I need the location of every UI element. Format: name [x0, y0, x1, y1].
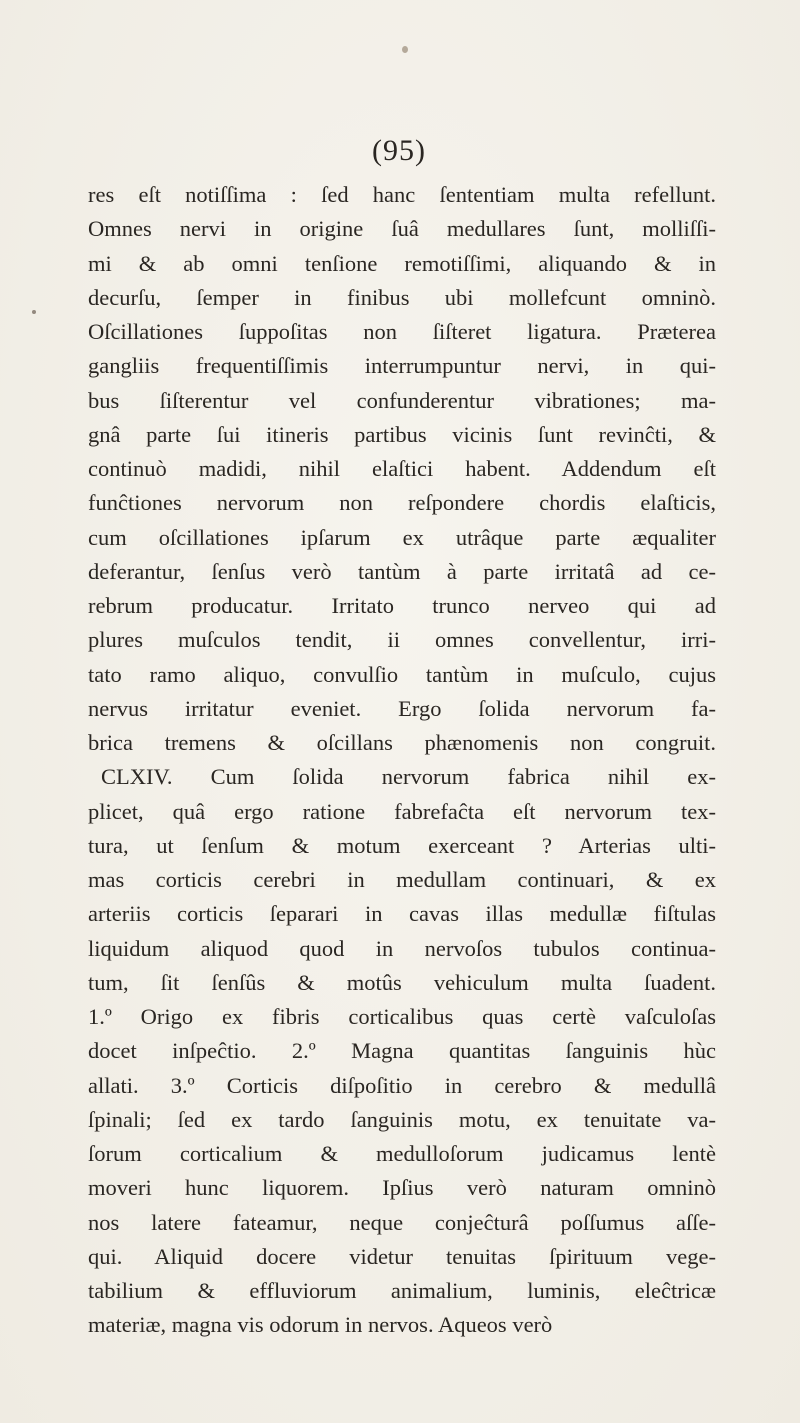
text-line: liquidum aliquod quod in nervoſos tubulos continua-	[88, 935, 716, 961]
text-line: Oſcillationes ſuppoſitas non ſiſteret ligatura. Præterea	[88, 319, 716, 344]
text-line: funĉtiones nervorum non reſpondere chordis elaſticis,	[88, 490, 716, 516]
text-line: bus ſiſterentur vel confunderentur vibrationes; ma-	[88, 387, 716, 413]
page-number: (95)	[372, 134, 426, 167]
text-line: plures muſculos tendit, ii omnes convellentur, irri-	[88, 627, 716, 653]
text-line: gnâ parte ſui itineris partibus vicinis ſunt revinĉti, &	[88, 421, 716, 447]
body-text	[88, 178, 716, 1343]
text-line: tato ramo aliquo, convulſio tantùm in muſculo, cujus	[88, 661, 716, 687]
text-line: nervus irritatur eveniet. Ergo ſolida nervorum fa-	[88, 695, 716, 721]
text-line: ſorum corticalium & medulloſorum judicamus lentè	[88, 1141, 716, 1166]
text-line: res eſt notiſſima : ſed hanc ſententiam multa refellunt.	[88, 182, 716, 207]
section-heading-line: CLXIV. Cum ſolida nervorum fabrica nihil ex-	[101, 764, 716, 790]
text-line: continuò madidi, nihil elaſtici habent. Addendum eſt	[88, 456, 716, 481]
text-line: moveri hunc liquorem. Ipſius verò naturam omninò	[88, 1175, 716, 1201]
text-line: tura, ut ſenſum & motum exerceant ? Arterias ulti-	[88, 832, 716, 858]
text-line: allati. 3.º Corticis diſpoſitio in cerebro & medullâ	[88, 1072, 716, 1098]
text-line: plicet, quâ ergo ratione fabrefaĉta eſt nervorum tex-	[88, 798, 716, 824]
text-line: qui. Aliquid docere videtur tenuitas ſpirituum vege-	[88, 1243, 716, 1269]
text-line: cum oſcillationes ipſarum ex utrâque parte æqualiter	[88, 524, 716, 550]
text-line: nos latere fateamur, neque conjeĉturâ poſſumus aſſe-	[88, 1209, 716, 1235]
text-line: docet inſpeĉtio. 2.º Magna quantitas ſanguinis hùc	[88, 1038, 716, 1064]
text-line: Omnes nervi in origine ſuâ medullares ſunt, molliſſi-	[88, 216, 716, 242]
text-line: deferantur, ſenſus verò tantùm à parte irritatâ ad ce-	[88, 558, 716, 584]
text-line: gangliis frequentiſſimis interrumpuntur nervi, in qui-	[88, 353, 716, 379]
ink-spot	[32, 310, 36, 314]
ink-spot	[402, 46, 408, 53]
text-line: mas corticis cerebri in medullam continuari, & ex	[88, 867, 716, 892]
text-line: mi & ab omni tenſione remotiſſimi, aliquando & in	[88, 250, 716, 276]
text-line: arteriis corticis ſeparari in cavas illas medullæ fiſtulas	[88, 901, 716, 927]
text-line: 1.º Origo ex fibris corticalibus quas certè vaſculoſas	[88, 1004, 716, 1029]
text-line: rebrum producatur. Irritato trunco nerveo qui ad	[88, 593, 716, 618]
text-line: materiæ, magna vis odorum in nervos. Aqueos verò	[88, 1312, 553, 1338]
text-line: brica tremens & oſcillans phænomenis non congruit.	[88, 730, 716, 755]
text-line: ſpinali; ſed ex tardo ſanguinis motu, ex tenuitate va-	[88, 1106, 716, 1132]
text-line: decurſu, ſemper in finibus ubi mollefcunt omninò.	[88, 284, 716, 310]
text-line: tum, ſit ſenſûs & motûs vehiculum multa ſuadent.	[88, 969, 716, 995]
text-line: tabilium & effluviorum animalium, luminis, eleĉtricæ	[88, 1278, 716, 1303]
